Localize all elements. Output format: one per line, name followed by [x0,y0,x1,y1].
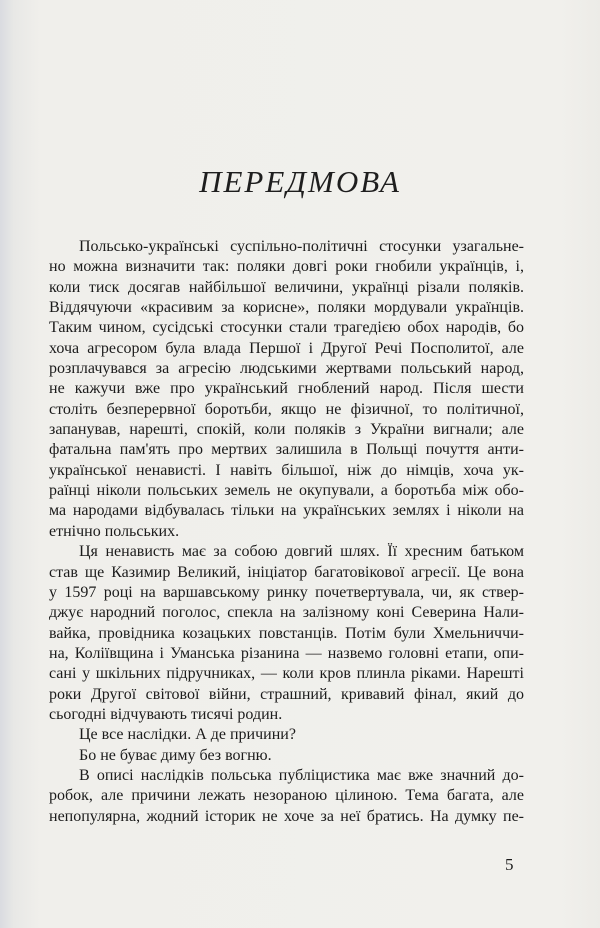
text-line: непопулярна, жодний історик не хоче за неї братись. На думку пе- [49,807,524,825]
text-line: В описі наслідків польська публіцистика має вже значний до- [79,766,524,784]
text-line: у 1597 році на варшавському ринку почетвертувала, чи, як ствер- [49,583,524,601]
text-line: сьогодні відчувають тисячі родин. [49,705,283,723]
paragraph-1 [49,237,524,542]
text-line: Польсько-українські суспільно-політичні стосунки узагальне- [79,238,524,255]
text-line: на, Коліївщина і Уманська різанина — назвемо головні етапи, опи- [49,644,524,662]
text-line: джує народний поголос, спекла на залізному коні Северина Нали- [49,604,524,622]
text-line: запанував, нарешті, спокій, коли поляків з України вигнали; але [49,421,524,439]
paragraph-4 [49,746,524,766]
text-line: вайка, провідника козацьких повстанців. Потім були Хмельниччи- [49,624,524,642]
text-line: Бо не буває диму без вогню. [79,746,272,764]
text-line: фатальна пам'ять про мертвих залишила в Польщі почуття анти- [49,441,524,459]
text-line: раїнці ніколи польських земель не окупували, а боротьба між обо- [49,482,524,500]
text-line: Таким чином, сусідські стосунки стали трагедією обох народів, бо [49,319,524,337]
text-line: робок, але причини лежать незораною цілиною. Тема багата, але [49,787,524,805]
text-line: сані у шкільних підручниках, — коли кров плинла ріками. Нарешті [49,665,524,683]
text-line: коли тиск досягав найбільшої величини, українці різали поляків. [49,278,524,296]
text-line: Це все наслідки. А де причини? [79,726,296,744]
paragraph-5 [49,766,524,827]
text-line: української ненависті. І навіть більшої, ніж до німців, хоча ук- [49,461,524,479]
text-line: не кажучи вже про український гноблений народ. Після шести [49,380,524,398]
paragraph-3 [49,725,524,745]
text-line: роки Другої світової війни, страшний, кривавий фінал, який до [49,685,524,703]
text-line: Віддячуючи «красивим за корисне», поляки мордували українців. [49,299,524,317]
text-line: етнічно польських. [49,522,180,540]
text-line: Ця ненависть має за собою довгий шлях. Її хресним батьком [79,543,524,561]
page-title: ПЕРЕДМОВА [199,164,401,199]
text-line: століть безперервної боротьби, якщо не фізичної, то політичної, [49,400,524,418]
page-number: 5 [505,855,514,874]
paragraph-2 [49,542,524,725]
text-line: ма народами відбувалась тільки на українських землях і ніколи на [49,502,524,520]
text-line: хоча агресором була влада Першої і Другої Речі Посполитої, але [49,339,524,357]
text-line: розплачувався за агресію людськими жертвами польський народ, [49,360,524,378]
body-text [49,237,524,827]
text-line: став ще Казимир Великий, ініціатор багатовікової агресії. Це вона [49,563,524,581]
text-line: но можна визначити так: поляки довгі роки гнобили українців, і, [49,258,524,276]
